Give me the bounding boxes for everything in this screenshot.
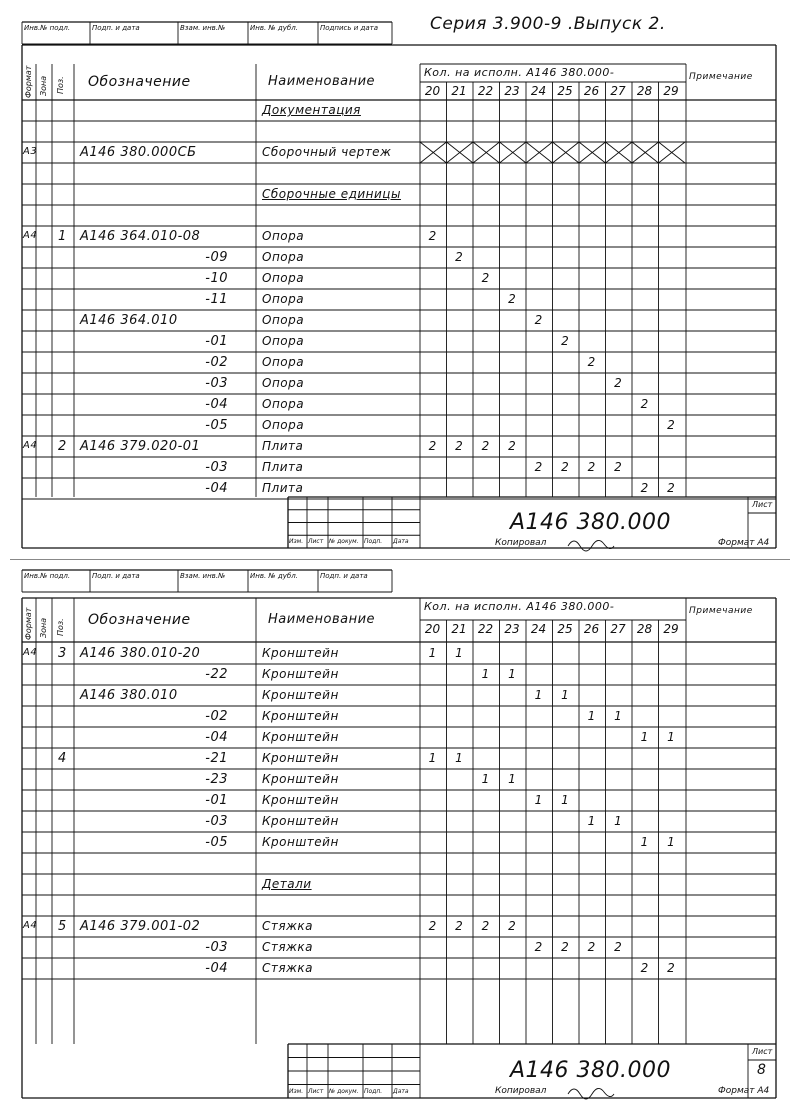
row-name: Опора bbox=[262, 334, 305, 348]
qty-cell: 2 bbox=[481, 919, 490, 933]
qty-cell: 1 bbox=[428, 751, 437, 765]
title-block-col: Дата bbox=[393, 1088, 409, 1095]
title-block-col: Дата bbox=[393, 538, 409, 545]
stamp-label: Подпись и дата bbox=[320, 24, 378, 32]
stamp-label: Взам. инв.№ bbox=[180, 572, 226, 580]
title-block-col: № докум. bbox=[329, 1088, 359, 1095]
row-pos: 1 bbox=[58, 229, 67, 244]
copied-by: Копировал bbox=[495, 538, 547, 548]
qty-col-header: 29 bbox=[663, 622, 679, 636]
col-format: Формат bbox=[24, 607, 33, 640]
series-title: Серия 3.900-9 .Выпуск 2. bbox=[430, 14, 666, 34]
row-name: Кронштейн bbox=[262, 814, 339, 828]
qty-col-header: 26 bbox=[583, 622, 600, 636]
col-zone: Зона bbox=[39, 75, 48, 96]
row-designation: -02 bbox=[205, 709, 228, 724]
qty-cell: 1 bbox=[614, 814, 622, 828]
row-name: Кронштейн bbox=[262, 730, 339, 744]
row-pos: 3 bbox=[58, 646, 67, 661]
row-name: Плита bbox=[262, 460, 304, 474]
qty-cell: 2 bbox=[561, 460, 569, 474]
qty-cell: 2 bbox=[640, 397, 649, 411]
qty-cell: 2 bbox=[587, 460, 596, 474]
stamp-label: Взам. инв.№ bbox=[180, 24, 226, 32]
row-name: Опора bbox=[262, 292, 305, 306]
row-name: Кронштейн bbox=[262, 772, 339, 786]
row-designation: -22 bbox=[205, 667, 228, 682]
sheet-separator bbox=[10, 559, 790, 560]
qty-cell: 1 bbox=[561, 793, 569, 807]
qty-cell: 2 bbox=[587, 355, 596, 369]
row-format: А4 bbox=[23, 440, 38, 451]
qty-col-header: 26 bbox=[583, 84, 600, 98]
title-block-col: Изм. bbox=[289, 538, 304, 545]
qty-col-header: 23 bbox=[504, 622, 520, 636]
row-name: Плита bbox=[262, 481, 304, 495]
row-name: Кронштейн bbox=[262, 688, 339, 702]
title-block-col: Изм. bbox=[289, 1088, 304, 1095]
row-designation: А146 380.010-20 bbox=[80, 646, 201, 661]
row-pos: 4 bbox=[58, 751, 67, 766]
row-name: Опора bbox=[262, 397, 305, 411]
row-name: Опора bbox=[262, 418, 305, 432]
qty-cell: 2 bbox=[508, 439, 516, 453]
qty-col-header: 28 bbox=[636, 622, 653, 636]
row-designation: -03 bbox=[205, 460, 228, 475]
qty-cell: 2 bbox=[561, 334, 569, 348]
row-name: Кронштейн bbox=[262, 751, 339, 765]
stamp-label: Инв. № дубл. bbox=[250, 24, 298, 32]
col-zone: Зона bbox=[39, 617, 48, 638]
qty-cell: 1 bbox=[481, 772, 490, 786]
row-name: Стяжка bbox=[262, 961, 313, 975]
qty-cell: 2 bbox=[667, 481, 675, 495]
qty-cell: 1 bbox=[508, 667, 516, 681]
row-designation: -05 bbox=[205, 835, 228, 850]
qty-cell: 2 bbox=[428, 229, 437, 243]
row-name: Кронштейн bbox=[262, 646, 339, 660]
qty-cell: 2 bbox=[534, 940, 543, 954]
format-label: Формат А4 bbox=[718, 1086, 770, 1096]
qty-col-header: 25 bbox=[557, 84, 573, 98]
qty-cell: 1 bbox=[481, 667, 490, 681]
stamp-label: Инв.№ подл. bbox=[24, 572, 71, 580]
row-name: Опора bbox=[262, 271, 305, 285]
sheet-label: Лист bbox=[752, 1047, 773, 1056]
qty-col-header: 20 bbox=[424, 622, 441, 636]
row-name: Сборочный чертеж bbox=[262, 145, 392, 159]
col-note: Примечание bbox=[689, 72, 753, 82]
row-designation: А146 379.001-02 bbox=[80, 919, 201, 934]
qty-cell: 2 bbox=[534, 313, 543, 327]
sheet-number: 8 bbox=[757, 1062, 767, 1078]
qty-col-header: 22 bbox=[477, 622, 494, 636]
sheet-label: Лист bbox=[752, 500, 773, 509]
section-heading: Детали bbox=[262, 877, 312, 891]
qty-col-header: 28 bbox=[636, 84, 653, 98]
qty-col-header: 20 bbox=[424, 84, 441, 98]
col-designation: Обозначение bbox=[88, 612, 191, 628]
row-designation: А146 364.010 bbox=[80, 313, 178, 328]
row-designation: -04 bbox=[205, 961, 228, 976]
qty-cell: 1 bbox=[534, 688, 543, 702]
qty-cell: 2 bbox=[614, 460, 622, 474]
col-name: Наименование bbox=[268, 74, 376, 89]
qty-cell: 2 bbox=[455, 919, 463, 933]
qty-cell: 2 bbox=[481, 271, 490, 285]
title-block-col: Подп. bbox=[364, 1088, 383, 1095]
col-qty: Кол. на исполн. А146 380.000- bbox=[424, 66, 615, 79]
qty-cell: 2 bbox=[481, 439, 490, 453]
qty-col-header: 27 bbox=[610, 84, 626, 98]
qty-cell: 2 bbox=[428, 439, 437, 453]
row-format: А4 bbox=[23, 920, 38, 931]
row-name: Кронштейн bbox=[262, 709, 339, 723]
row-name: Опора bbox=[262, 250, 305, 264]
section-heading: Документация bbox=[262, 103, 361, 117]
col-name: Наименование bbox=[268, 612, 376, 627]
section-heading: Сборочные единицы bbox=[262, 187, 401, 201]
document-number: А146 380.000 bbox=[510, 1058, 672, 1083]
document-number: А146 380.000 bbox=[510, 509, 672, 535]
qty-col-header: 25 bbox=[557, 622, 573, 636]
row-designation: -01 bbox=[205, 793, 228, 808]
qty-cell: 1 bbox=[667, 835, 675, 849]
qty-cell: 2 bbox=[455, 250, 463, 264]
row-designation: А146 380.000СБ bbox=[80, 145, 197, 160]
row-pos: 5 bbox=[58, 919, 67, 934]
row-name: Плита bbox=[262, 439, 304, 453]
qty-cell: 1 bbox=[508, 772, 516, 786]
qty-cell: 2 bbox=[614, 376, 622, 390]
qty-cell: 2 bbox=[640, 961, 649, 975]
title-block-col: Лист bbox=[308, 538, 324, 545]
qty-cell: 1 bbox=[640, 730, 649, 744]
row-designation: -10 bbox=[205, 271, 228, 286]
row-designation: -21 bbox=[205, 751, 228, 766]
qty-cell: 2 bbox=[508, 919, 516, 933]
stamp-label: Инв.№ подл. bbox=[24, 24, 71, 32]
col-qty: Кол. на исполн. А146 380.000- bbox=[424, 600, 615, 613]
qty-cell: 2 bbox=[455, 439, 463, 453]
qty-cell: 2 bbox=[614, 940, 622, 954]
qty-cell: 1 bbox=[640, 835, 649, 849]
qty-col-header: 23 bbox=[504, 84, 520, 98]
qty-cell: 1 bbox=[614, 709, 622, 723]
row-designation: А146 379.020-01 bbox=[80, 439, 201, 454]
row-name: Кронштейн bbox=[262, 835, 339, 849]
qty-cell: 1 bbox=[587, 814, 596, 828]
qty-cell: 1 bbox=[561, 688, 569, 702]
row-designation: -03 bbox=[205, 814, 228, 829]
qty-cell: 2 bbox=[667, 418, 675, 432]
row-format: А3 bbox=[23, 146, 38, 157]
col-designation: Обозначение bbox=[88, 74, 191, 90]
qty-cell: 2 bbox=[428, 919, 437, 933]
row-name: Кронштейн bbox=[262, 667, 339, 681]
row-format: А4 bbox=[23, 647, 38, 658]
qty-cell: 2 bbox=[561, 940, 569, 954]
row-designation: -05 bbox=[205, 418, 228, 433]
row-pos: 2 bbox=[58, 439, 67, 454]
row-designation: А146 364.010-08 bbox=[80, 229, 201, 244]
qty-col-header: 24 bbox=[530, 84, 547, 98]
row-designation: -01 bbox=[205, 334, 228, 349]
row-name: Опора bbox=[262, 313, 305, 327]
stamp-label: Подп. и дата bbox=[92, 572, 140, 580]
qty-cell: 1 bbox=[667, 730, 675, 744]
row-designation: -09 bbox=[205, 250, 228, 265]
col-format: Формат bbox=[24, 65, 33, 98]
row-name: Кронштейн bbox=[262, 793, 339, 807]
stamp-label: Подп. и дата bbox=[92, 24, 140, 32]
qty-cell: 2 bbox=[508, 292, 516, 306]
row-name: Опора bbox=[262, 376, 305, 390]
qty-cell: 1 bbox=[534, 793, 543, 807]
qty-cell: 2 bbox=[534, 460, 543, 474]
row-name: Стяжка bbox=[262, 940, 313, 954]
qty-cell: 2 bbox=[640, 481, 649, 495]
row-designation: -04 bbox=[205, 730, 228, 745]
qty-col-header: 27 bbox=[610, 622, 626, 636]
qty-cell: 2 bbox=[587, 940, 596, 954]
row-name: Опора bbox=[262, 229, 305, 243]
row-designation: -04 bbox=[205, 397, 228, 412]
row-designation: -04 bbox=[205, 481, 228, 496]
qty-col-header: 24 bbox=[530, 622, 547, 636]
qty-cell: 2 bbox=[667, 961, 675, 975]
format-label: Формат А4 bbox=[718, 538, 770, 548]
row-designation: -03 bbox=[205, 376, 228, 391]
qty-col-header: 21 bbox=[451, 84, 467, 98]
title-block-col: Подп. bbox=[364, 538, 383, 545]
qty-col-header: 29 bbox=[663, 84, 679, 98]
stamp-label: Инв. № дубл. bbox=[250, 572, 298, 580]
row-designation: -02 bbox=[205, 355, 228, 370]
row-name: Стяжка bbox=[262, 919, 313, 933]
qty-col-header: 22 bbox=[477, 84, 494, 98]
qty-col-header: 21 bbox=[451, 622, 467, 636]
qty-cell: 1 bbox=[428, 646, 437, 660]
row-designation: А146 380.010 bbox=[80, 688, 178, 703]
qty-cell: 1 bbox=[455, 751, 463, 765]
title-block-col: № докум. bbox=[329, 538, 359, 545]
row-format: А4 bbox=[23, 230, 38, 241]
qty-cell: 1 bbox=[455, 646, 463, 660]
row-designation: -11 bbox=[205, 292, 228, 307]
row-designation: -23 bbox=[205, 772, 228, 787]
qty-cell: 1 bbox=[587, 709, 596, 723]
col-pos: Поз. bbox=[56, 76, 65, 94]
stamp-label: Подп. и дата bbox=[320, 572, 368, 580]
copied-by: Копировал bbox=[495, 1086, 547, 1096]
col-pos: Поз. bbox=[56, 618, 65, 636]
row-designation: -03 bbox=[205, 940, 228, 955]
title-block-col: Лист bbox=[308, 1088, 324, 1095]
row-name: Опора bbox=[262, 355, 305, 369]
col-note: Примечание bbox=[689, 606, 753, 616]
